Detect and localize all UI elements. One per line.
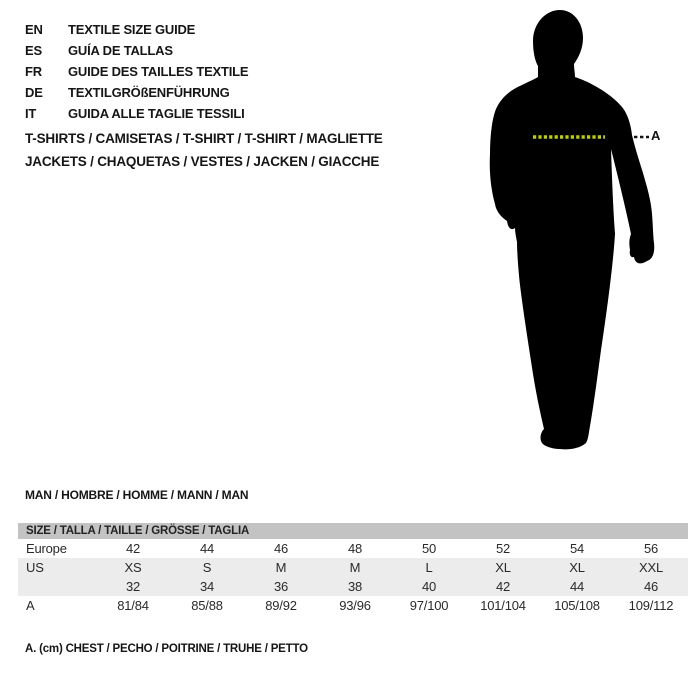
chest-measure-footnote: A. (cm) CHEST / PECHO / POITRINE / TRUHE / PETTO (25, 643, 308, 655)
size-value: 42 (495, 579, 511, 594)
size-value: 46 (273, 541, 289, 556)
table-row-us (18, 558, 688, 577)
size-value: 85/88 (191, 598, 223, 613)
size-value: 32 (125, 579, 141, 594)
size-table (18, 523, 688, 615)
size-value: 97/100 (409, 598, 449, 613)
language-title: GUIDE DES TAILLES TEXTILE (68, 64, 249, 79)
size-value: 54 (569, 541, 585, 556)
language-row-es (25, 40, 248, 61)
language-row-it (25, 103, 248, 124)
man-silhouette-figure (465, 0, 700, 470)
size-value: 46 (643, 579, 659, 594)
man-silhouette-svg (465, 0, 700, 470)
language-row-en (25, 19, 248, 40)
man-silhouette-shape (490, 10, 655, 449)
size-value: M (275, 560, 287, 575)
size-value: 44 (569, 579, 585, 594)
table-row-numeric (18, 577, 688, 596)
size-value: 93/96 (339, 598, 371, 613)
language-code: EN (25, 22, 43, 37)
size-value: XXL (639, 560, 663, 575)
size-value: S (202, 560, 212, 575)
section-title-man: MAN / HOMBRE / HOMME / MANN / MAN (25, 488, 249, 502)
size-value: 105/108 (554, 598, 600, 613)
size-value: 48 (347, 541, 363, 556)
size-value: 34 (199, 579, 215, 594)
size-value: 40 (421, 579, 437, 594)
table-row-europe (18, 539, 688, 558)
size-value: 101/104 (480, 598, 526, 613)
measure-point-a-label: A (651, 128, 661, 143)
size-value: 56 (643, 541, 659, 556)
language-title: TEXTILE SIZE GUIDE (68, 22, 196, 37)
language-list (25, 19, 248, 124)
category-jackets: JACKETS / CHAQUETAS / VESTES / JACKEN / GIACCHE (25, 154, 380, 169)
size-value: 42 (125, 541, 141, 556)
size-table-header: SIZE / TALLA / TAILLE / GRÖSSE / TAGLIA (18, 523, 688, 539)
size-value: XL (569, 560, 585, 575)
size-value: 50 (421, 541, 437, 556)
category-tshirts: T-SHIRTS / CAMISETAS / T-SHIRT / T-SHIRT / MAGLIETTE (25, 131, 383, 146)
garment-categories (25, 127, 383, 173)
table-row-chest-a (18, 596, 688, 615)
size-value: 38 (347, 579, 363, 594)
language-code: ES (25, 43, 42, 58)
language-row-fr (25, 61, 248, 82)
size-value: 109/112 (628, 598, 674, 613)
row-label: A (26, 598, 35, 613)
size-value: 36 (273, 579, 289, 594)
size-value: XS (124, 560, 142, 575)
size-value: 89/92 (265, 598, 297, 613)
language-title: GUÍA DE TALLAS (68, 43, 173, 58)
language-title: TEXTILGRÖßENFÜHRUNG (68, 85, 230, 100)
size-value: M (349, 560, 361, 575)
size-value: 81/84 (117, 598, 149, 613)
language-title: GUIDA ALLE TAGLIE TESSILI (68, 106, 245, 121)
language-code: FR (25, 64, 42, 79)
size-value: 52 (495, 541, 511, 556)
language-code: IT (25, 106, 37, 121)
row-label: Europe (26, 541, 67, 556)
row-label: US (26, 560, 44, 575)
size-value: L (425, 560, 433, 575)
size-value: 44 (199, 541, 215, 556)
language-row-de (25, 82, 248, 103)
size-value: XL (495, 560, 511, 575)
language-code: DE (25, 85, 43, 100)
